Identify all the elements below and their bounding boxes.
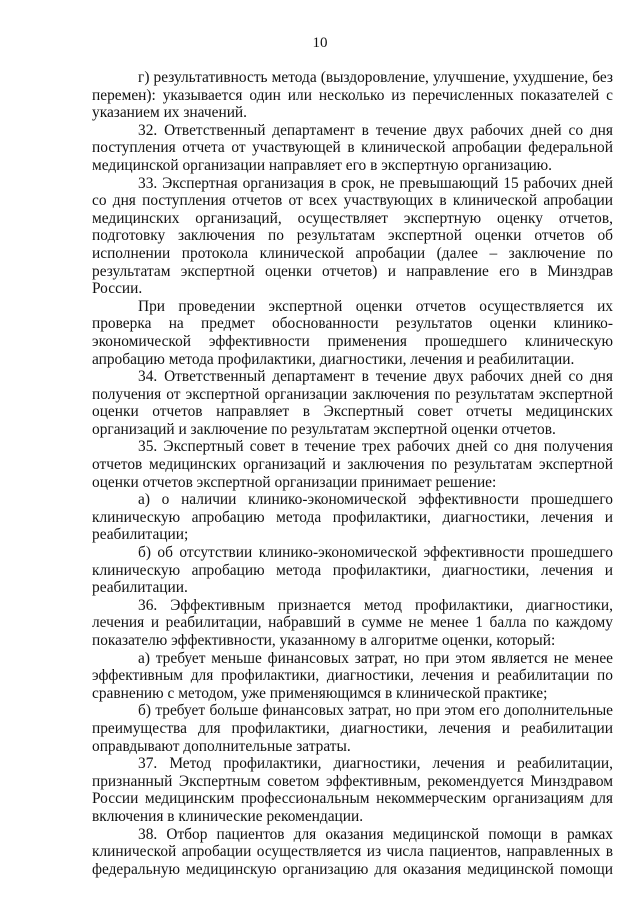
paragraph-38: 38. Отбор пациентов для оказания медицинской помощи в рамках клинической апробации осуществляется из числа пациентов, направленных в федеральную медицинскую организацию для оказания медицинской помощи bbox=[92, 825, 613, 878]
paragraph-item-g-continuation: г) результативность метода (выздоровление, улучшение, ухудшение, без перемен): указывается один или несколько из перечисленных показателей с указанием их значений. bbox=[92, 69, 613, 122]
paragraph-34: 34. Ответственный департамент в течение двух рабочих дней со дня получения от экспертной организации заключения по результатам экспертной оценки отчетов направляет в Экспертный совет отчеты медицинских организаций и заключение по результатам экспертной оценки отчетов. bbox=[92, 368, 613, 438]
paragraph-36: 36. Эффективным признается метод профилактики, диагностики, лечения и реабилитации, набравший в сумме не менее 1 балла по каждому показателю эффективности, указанному в алгоритме оценки, который: bbox=[92, 596, 613, 649]
paragraph-33-review: При проведении экспертной оценки отчетов осуществляется их проверка на предмет обоснованности результатов оценки клинико-экономической эффективности применения прошедшего клиническую апробацию метода профилактики, диагностики, лечения и реабилитации. bbox=[92, 297, 613, 368]
paragraph-37: 37. Метод профилактики, диагностики, лечения и реабилитации, признанный Экспертным советом эффективным, рекомендуется Минздравом России медицинским профессиональным некоммерческим организациям для включения в клинические рекомендации. bbox=[92, 755, 613, 825]
paragraph-36-b: б) требует больше финансовых затрат, но при этом его дополнительные преимущества для профилактики, диагностики, лечения и реабилитации оправдывают дополнительные затраты. bbox=[92, 702, 613, 755]
paragraph-35-a: а) о наличии клинико-экономической эффективности прошедшего клиническую апробацию метода профилактики, диагностики, лечения и реабилитации; bbox=[92, 491, 613, 544]
page-number: 10 bbox=[312, 35, 328, 51]
document-body bbox=[92, 69, 613, 878]
paragraph-33: 33. Экспертная организация в срок, не превышающий 15 рабочих дней со дня поступления отчетов от всех участвующих в клинической апробации медицинских организаций, осуществляет экспертную оценку отчетов, подготовку заключения по результатам экспертной оценки отчетов об исполнении протокола клинической апробации (далее – заключение по результатам экспертной оценки отчетов) и направление его в Минздрав России. bbox=[92, 174, 613, 298]
paragraph-32: 32. Ответственный департамент в течение двух рабочих дней со дня поступления отчета от участвующей в клинической апробации федеральной медицинской организации направляет его в экспертную организацию. bbox=[92, 121, 613, 174]
paragraph-35: 35. Экспертный совет в течение трех рабочих дней со дня получения отчетов медицинских организаций и заключения по результатам экспертной оценки отчетов экспертной организации принимает решение: bbox=[92, 438, 613, 491]
paragraph-36-a: а) требует меньше финансовых затрат, но при этом является не менее эффективным для профилактики, диагностики, лечения и реабилитации по сравнению с методом, уже применяющимся в клинической практике; bbox=[92, 649, 613, 702]
paragraph-35-b: б) об отсутствии клинико-экономической эффективности прошедшего клиническую апробацию метода профилактики, диагностики, лечения и реабилитации. bbox=[92, 544, 613, 597]
